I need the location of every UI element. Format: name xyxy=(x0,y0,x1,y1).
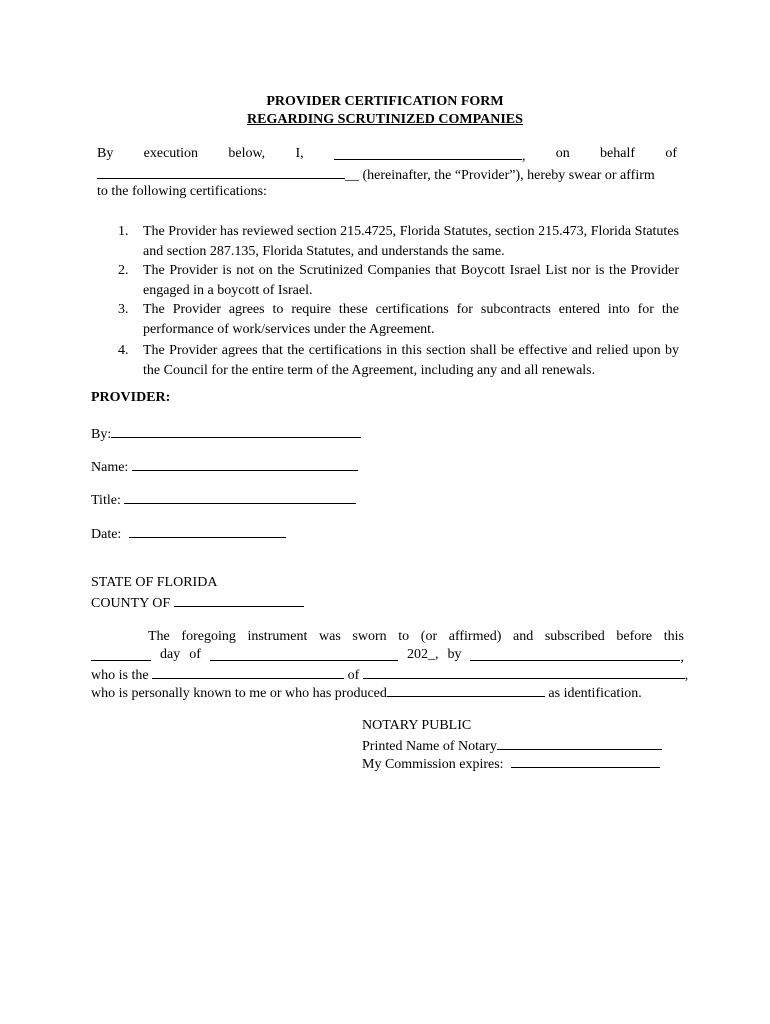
notary-printed-name-label: Printed Name of Notary xyxy=(362,739,497,754)
jurat-line-4-suffix: as identification. xyxy=(548,686,642,701)
intro-word-behalf: behalf xyxy=(600,146,636,161)
jurat-line-4-prefix: who is personally known to me or who has produced xyxy=(91,686,387,701)
provider-title-label: Title: xyxy=(91,493,121,508)
signer-name-blank[interactable] xyxy=(334,146,522,160)
jurat-affiant-field[interactable] xyxy=(470,647,680,661)
certification-item xyxy=(118,341,678,381)
jurat-who-is-the: who is the xyxy=(91,668,149,683)
certification-text: The Provider agrees that the certifications in this section shall be effective and relied upon by the Council for the entire term of the Agreement, including any and all renewals. xyxy=(143,343,679,378)
certification-number: 1. xyxy=(118,224,129,239)
intro-comma: , xyxy=(521,149,526,164)
notary-heading: NOTARY PUBLIC xyxy=(362,718,472,733)
jurat-company-field[interactable] xyxy=(363,665,685,679)
jurat-word-by: by xyxy=(447,647,462,662)
venue-state: STATE OF FLORIDA xyxy=(91,575,218,590)
provider-heading: PROVIDER: xyxy=(91,390,171,405)
provider-date-row xyxy=(91,524,286,543)
jurat-word-year: 202_, xyxy=(406,647,439,662)
certification-text: The Provider agrees to require these certifications for subcontracts entered into for the performance of work/services under the Agreement. xyxy=(143,302,679,337)
jurat-identification-field[interactable] xyxy=(387,683,545,697)
certification-text: The Provider is not on the Scrutinized Companies that Boycott Israel List nor is the Provider engaged in a boycott of Israel. xyxy=(143,263,679,298)
certification-item xyxy=(118,222,678,262)
certification-number: 3. xyxy=(118,302,129,317)
certification-item xyxy=(118,261,678,301)
notary-printed-name-row xyxy=(362,736,662,755)
intro-word-i: I, xyxy=(295,146,304,161)
intro-line-2 xyxy=(97,165,655,184)
intro-word-execution: execution xyxy=(143,146,199,161)
jurat-word-of: of xyxy=(189,647,201,662)
form-title: PROVIDER CERTIFICATION FORM xyxy=(266,94,504,109)
intro-word-by: By xyxy=(97,146,114,161)
signer-name-field[interactable] xyxy=(334,146,526,165)
certification-item xyxy=(118,300,678,340)
notary-commission-row xyxy=(362,754,660,773)
jurat-line-4 xyxy=(91,683,642,702)
intro-line-2-text: __ (hereinafter, the “Provider”), hereby swear or affirm xyxy=(345,168,655,183)
form-subtitle-text: REGARDING SCRUTINIZED COMPANIES xyxy=(247,112,523,127)
jurat-affiant-group xyxy=(470,647,684,666)
notary-printed-name-field[interactable] xyxy=(497,736,662,750)
intro-word-below: below, xyxy=(228,146,266,161)
jurat-comma: , xyxy=(680,650,684,665)
certification-number: 2. xyxy=(118,263,129,278)
provider-name-field[interactable] xyxy=(132,457,358,471)
provider-title-row xyxy=(91,490,356,509)
jurat-comma-2: , xyxy=(684,668,689,683)
intro-line-3: to the following certifications: xyxy=(97,184,267,199)
notary-commission-field[interactable] xyxy=(511,754,660,768)
provider-name-row xyxy=(91,457,358,476)
certification-text: The Provider has reviewed section 215.4725, Florida Statutes, section 215.473, Florida Statutes and section 287.135, Florida Statutes, and understands the same. xyxy=(143,224,679,259)
venue-county-row xyxy=(91,593,304,612)
jurat-position-field[interactable] xyxy=(152,665,344,679)
provider-date-label: Date: xyxy=(91,527,122,542)
jurat-line-2 xyxy=(91,647,684,666)
county-field[interactable] xyxy=(174,593,304,607)
intro-word-on: on xyxy=(555,146,570,161)
provider-name-label: Name: xyxy=(91,460,129,475)
provider-entity-blank[interactable] xyxy=(97,165,345,179)
provider-by-label: By: xyxy=(91,427,112,442)
jurat-month-field[interactable] xyxy=(210,647,398,661)
intro-line-1 xyxy=(97,146,677,165)
form-subtitle xyxy=(0,112,770,128)
jurat-line-1 xyxy=(148,629,684,645)
provider-date-field[interactable] xyxy=(129,524,286,538)
provider-by-row xyxy=(91,424,361,443)
venue-county-label: COUNTY OF xyxy=(91,596,171,611)
notary-commission-label: My Commission expires: xyxy=(362,757,504,772)
provider-signature-field[interactable] xyxy=(111,424,361,438)
jurat-day-field[interactable] xyxy=(91,647,151,661)
provider-title-field[interactable] xyxy=(124,490,356,504)
jurat-line-1-text: The foregoing instrument was sworn to (or affirmed) and subscribed before this xyxy=(148,629,684,644)
jurat-word-day: day xyxy=(160,647,181,662)
certification-number: 4. xyxy=(118,343,129,358)
jurat-of2: of xyxy=(347,668,360,683)
jurat-line-3 xyxy=(91,665,688,684)
intro-word-of: of xyxy=(665,146,677,161)
